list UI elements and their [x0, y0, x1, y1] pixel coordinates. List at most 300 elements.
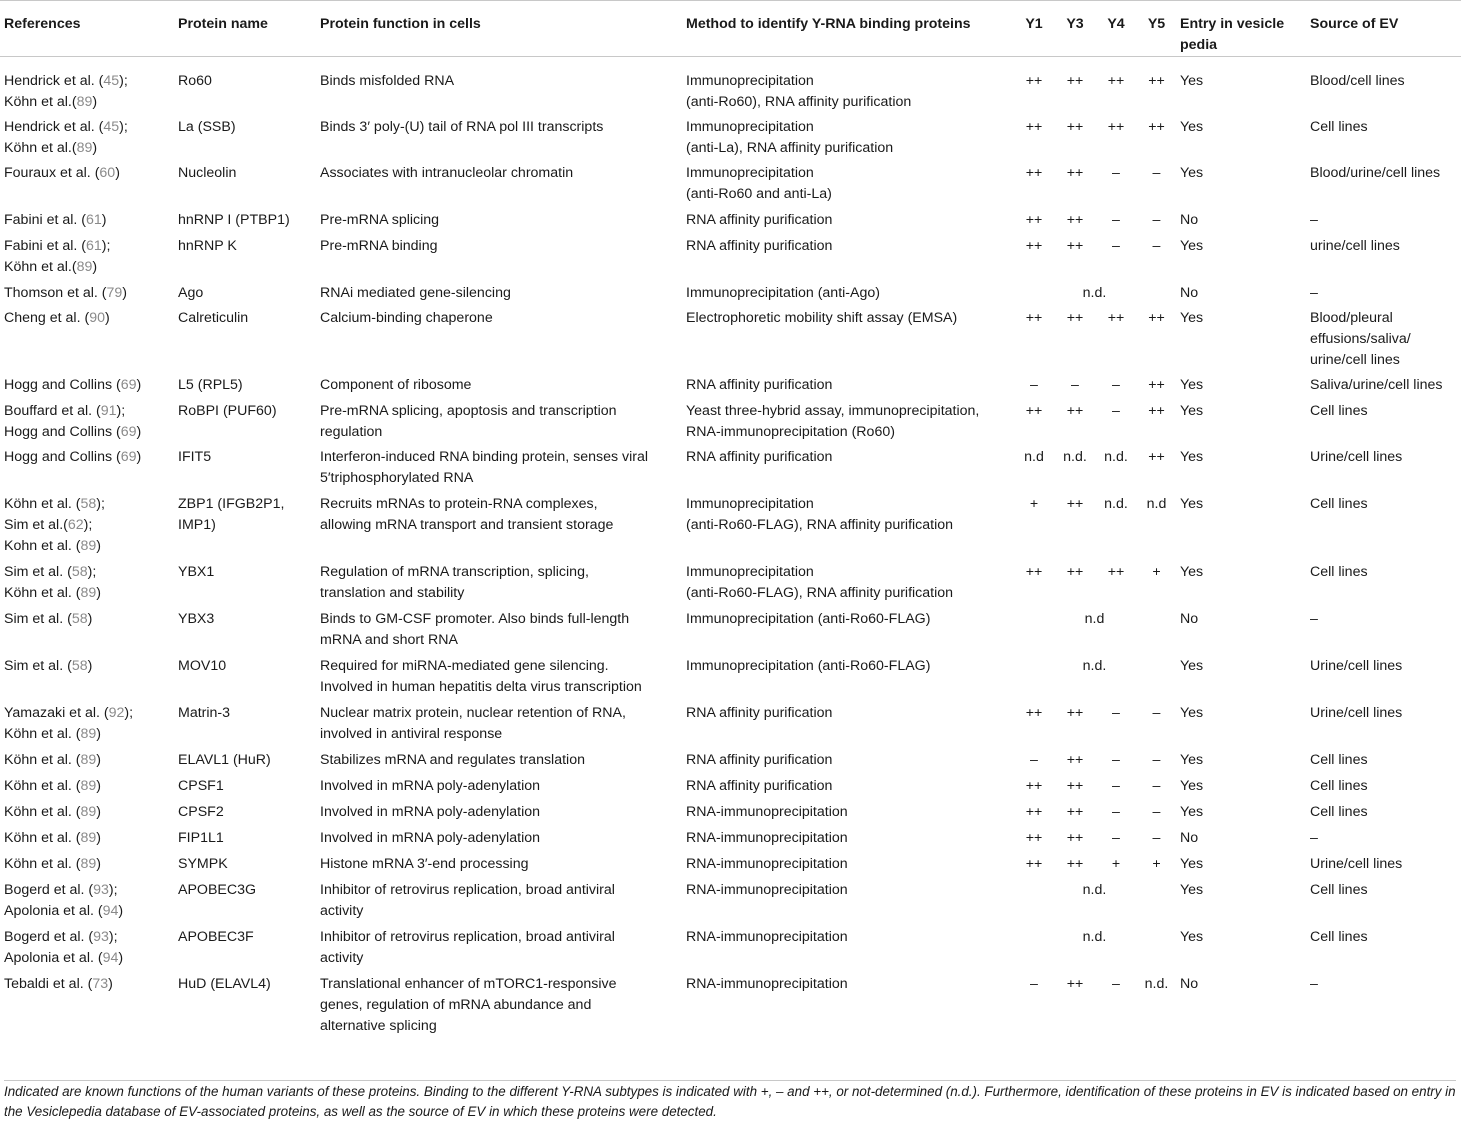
method-line: RNA affinity purification — [686, 778, 833, 794]
reference-author: Bogerd et al. ( — [4, 929, 94, 945]
function-line: Associates with intranucleolar chromatin — [320, 165, 574, 181]
table-row — [0, 304, 1461, 371]
vesiclepedia-entry-cell: Yes — [1180, 705, 1204, 721]
y5-binding-cell: ++ — [1148, 310, 1165, 326]
vesiclepedia-entry-cell: No — [1180, 830, 1199, 846]
y3-binding-cell: ++ — [1066, 310, 1084, 326]
vesiclepedia-entry-cell: Yes — [1180, 778, 1204, 794]
reference-number-link[interactable]: 89 — [80, 752, 97, 768]
protein-name: MOV10 — [178, 658, 227, 674]
table-row — [0, 698, 1461, 745]
protein-name: YBX3 — [178, 611, 215, 627]
reference-number-link[interactable]: 92 — [108, 705, 125, 721]
reference-line — [4, 138, 174, 159]
references-cell — [0, 651, 174, 698]
function-line: Involved in mRNA poly-adenylation — [320, 804, 541, 820]
vesiclepedia-entry-cell: No — [1180, 611, 1199, 627]
reference-suffix: ) — [108, 976, 113, 992]
reference-line — [4, 308, 174, 329]
reference-suffix: ); — [119, 73, 128, 89]
reference-line — [4, 901, 174, 922]
reference-author: Tebaldi et al. ( — [4, 976, 93, 992]
y5-binding-cell: ++ — [1148, 403, 1165, 419]
protein-name-cell — [174, 489, 316, 557]
protein-name: FIP1L1 — [178, 830, 224, 846]
y5-binding-cell: ++ — [1148, 73, 1165, 89]
reference-line — [4, 163, 174, 184]
reference-author: Köhn et al. ( — [4, 585, 81, 601]
reference-line — [4, 583, 174, 604]
reference-author: Köhn et al. ( — [4, 726, 81, 742]
method-cell — [682, 922, 1013, 969]
vesiclepedia-entry-cell: Yes — [1180, 119, 1204, 135]
vesiclepedia-entry-cell: Yes — [1180, 658, 1204, 674]
source-of-ev-cell — [1306, 823, 1461, 849]
protein-function-cell — [316, 371, 682, 396]
function-line: Involved in mRNA poly-adenylation — [320, 830, 541, 846]
reference-suffix: ); — [108, 882, 118, 898]
source-of-ev-cell — [1306, 278, 1461, 304]
table-row — [0, 159, 1461, 205]
table-row — [0, 113, 1461, 159]
y5-binding-cell: – — [1152, 830, 1161, 846]
vesiclepedia-entry-cell: Yes — [1180, 449, 1204, 465]
reference-number-link[interactable]: 94 — [102, 950, 119, 966]
function-line: Stabilizes mRNA and regulates translation — [320, 752, 585, 768]
reference-author: Hogg and Collins ( — [4, 449, 121, 465]
reference-line — [4, 236, 174, 257]
references-cell — [0, 371, 174, 396]
method-line: Immunoprecipitation (anti-Ro60-FLAG) — [686, 611, 931, 627]
function-line: Pre-mRNA binding — [320, 238, 438, 254]
reference-number-link[interactable]: 89 — [80, 856, 97, 872]
reference-author: Köhn et al.( — [4, 140, 77, 156]
method-line: Immunoprecipitation — [686, 73, 814, 89]
reference-suffix: ) — [96, 538, 102, 554]
reference-author: Hendrick et al. ( — [4, 119, 104, 135]
vesiclepedia-entry-cell: Yes — [1180, 403, 1204, 419]
y4-binding-cell: – — [1112, 403, 1120, 419]
reference-number-link[interactable]: 89 — [80, 538, 97, 554]
function-line: RNAi mediated gene-silencing — [320, 285, 511, 301]
reference-author: Yamazaki et al. ( — [4, 705, 109, 721]
protein-name: ZBP1 (IFGB2P1, — [178, 496, 285, 512]
table-row — [0, 57, 1461, 114]
protein-name: Calreticulin — [178, 310, 249, 326]
source-of-ev-cell — [1306, 557, 1461, 604]
table-row — [0, 745, 1461, 771]
method-cell — [682, 371, 1013, 396]
y1-binding-cell: – — [1030, 377, 1038, 393]
source-of-ev-cell — [1306, 231, 1461, 278]
header-protein-function: Protein function in cells — [316, 1, 682, 57]
y4-binding-cell: n.d. — [1104, 496, 1128, 512]
function-line: Inhibitor of retrovirus replication, broad antiviral — [320, 929, 615, 945]
protein-function-cell — [316, 849, 682, 875]
references-cell — [0, 396, 174, 443]
reference-suffix: ) — [136, 449, 142, 465]
protein-function-cell — [316, 651, 682, 698]
y5-binding-cell: – — [1152, 212, 1161, 228]
y3-binding-cell: n.d. — [1063, 449, 1087, 465]
method-line: RNA affinity purification — [686, 377, 833, 393]
y4-binding-cell: – — [1112, 976, 1120, 992]
y1-binding-cell: ++ — [1025, 804, 1043, 820]
reference-author: Sim et al.( — [4, 517, 68, 533]
vesiclepedia-entry-cell: No — [1180, 212, 1199, 228]
method-line: (anti-Ro60), RNA affinity purification — [686, 94, 912, 110]
references-cell — [0, 849, 174, 875]
y4-binding-cell: – — [1112, 212, 1120, 228]
function-line: Pre-mRNA splicing, apoptosis and transcription — [320, 403, 617, 419]
method-line: (anti-Ro60-FLAG), RNA affinity purification — [686, 585, 954, 601]
method-line: RNA affinity purification — [686, 238, 833, 254]
source-line: Cell lines — [1310, 804, 1368, 820]
source-line: effusions/saliva/ — [1310, 331, 1411, 347]
function-line: Involved in human hepatitis delta virus transcription — [320, 679, 642, 695]
protein-name-cell — [174, 113, 316, 159]
reference-suffix: ) — [122, 285, 128, 301]
source-line: urine/cell lines — [1310, 238, 1400, 254]
table-row — [0, 604, 1461, 651]
reference-number-link[interactable]: 90 — [89, 310, 105, 326]
reference-number-link[interactable]: 73 — [92, 976, 109, 992]
reference-number-link[interactable]: 93 — [93, 882, 109, 898]
reference-author: Hendrick et al. ( — [4, 73, 104, 89]
vesiclepedia-entry-cell: No — [1180, 285, 1199, 301]
references-cell — [0, 557, 174, 604]
protein-name: hnRNP K — [178, 238, 237, 254]
method-line: RNA-immunoprecipitation — [686, 882, 848, 898]
reference-number-link[interactable]: 89 — [76, 94, 93, 110]
protein-name: Matrin-3 — [178, 705, 231, 721]
reference-suffix: ) — [118, 903, 124, 919]
y4-binding-cell: – — [1112, 778, 1120, 794]
reference-line — [4, 422, 174, 443]
y5-binding-cell: – — [1152, 804, 1161, 820]
table-row — [0, 651, 1461, 698]
method-line: Immunoprecipitation — [686, 496, 814, 512]
table-footnote: Indicated are known functions of the human variants of these proteins. Binding to the different Y-RNA subtypes is indicated with +, – and ++, or not-determined (n.d.). Furthermore, identification of these proteins in EV is indicated based on entry in the Vesiclepedia database of EV-associated proteins, as well as the source of EV in which these proteins were detected. — [4, 1080, 1456, 1122]
table-row — [0, 489, 1461, 557]
reference-line — [4, 283, 174, 304]
method-line: RNA affinity purification — [686, 752, 833, 768]
reference-number-link[interactable]: 61 — [86, 238, 102, 254]
reference-line — [4, 724, 174, 745]
y5-binding-cell: – — [1152, 752, 1161, 768]
header-protein-name: Protein name — [174, 1, 316, 57]
y4-binding-cell: n.d. — [1104, 449, 1128, 465]
reference-number-link[interactable]: 58 — [71, 611, 88, 627]
references-cell — [0, 875, 174, 922]
method-line: Yeast three-hybrid assay, immunoprecipitation, — [686, 403, 980, 419]
reference-number-link[interactable]: 45 — [103, 73, 120, 89]
protein-name: Nucleolin — [178, 165, 237, 181]
reference-suffix: ) — [104, 310, 110, 326]
references-cell — [0, 159, 174, 205]
method-cell — [682, 113, 1013, 159]
reference-number-link[interactable]: 69 — [120, 449, 137, 465]
method-cell — [682, 849, 1013, 875]
y1-binding-cell: + — [1029, 496, 1039, 512]
reference-number-link[interactable]: 45 — [103, 119, 120, 135]
source-line: Cell lines — [1310, 882, 1368, 898]
y-rna-binding-cell: n.d — [1084, 611, 1105, 627]
y5-binding-cell: n.d — [1146, 496, 1167, 512]
reference-suffix: ) — [96, 804, 102, 820]
references-cell — [0, 969, 174, 1037]
y3-binding-cell: ++ — [1066, 778, 1084, 794]
table-body — [0, 57, 1461, 1038]
y5-binding-cell: ++ — [1148, 449, 1165, 465]
source-line: Cell lines — [1310, 403, 1368, 419]
reference-suffix: ) — [136, 424, 142, 440]
header-y4: Y4 — [1095, 1, 1137, 57]
y5-binding-cell: ++ — [1148, 119, 1165, 135]
method-cell — [682, 57, 1013, 114]
protein-name-cell — [174, 771, 316, 797]
reference-line — [4, 375, 174, 396]
function-line: Regulation of mRNA transcription, splicing, — [320, 564, 589, 580]
table-row — [0, 278, 1461, 304]
y3-binding-cell: ++ — [1066, 496, 1084, 512]
protein-name-cell — [174, 875, 316, 922]
reference-number-link[interactable]: 93 — [93, 929, 109, 945]
protein-name: APOBEC3F — [178, 929, 254, 945]
source-line: Cell lines — [1310, 496, 1368, 512]
reference-number-link[interactable]: 69 — [120, 424, 137, 440]
reference-line — [4, 71, 174, 92]
method-cell — [682, 771, 1013, 797]
reference-author: Sim et al. ( — [4, 611, 72, 627]
y1-binding-cell: ++ — [1025, 705, 1043, 721]
y3-binding-cell: ++ — [1066, 705, 1084, 721]
reference-line — [4, 536, 174, 557]
method-line: RNA affinity purification — [686, 212, 833, 228]
function-line: Calcium-binding chaperone — [320, 310, 493, 326]
protein-name-cell — [174, 745, 316, 771]
protein-function-cell — [316, 557, 682, 604]
reference-author: Köhn et al.( — [4, 259, 77, 275]
reference-author: Köhn et al. ( — [4, 856, 81, 872]
source-line: Cell lines — [1310, 752, 1368, 768]
y5-binding-cell: – — [1152, 778, 1161, 794]
reference-suffix: ); — [96, 496, 105, 512]
header-row — [0, 1, 1461, 57]
method-line: RNA affinity purification — [686, 449, 833, 465]
function-line: Required for miRNA-mediated gene silencing. — [320, 658, 609, 674]
y1-binding-cell: ++ — [1025, 73, 1043, 89]
method-cell — [682, 604, 1013, 651]
function-line: activity — [320, 903, 364, 919]
method-line: RNA-immunoprecipitation (Ro60) — [686, 424, 895, 440]
protein-function-cell — [316, 159, 682, 205]
source-line: – — [1310, 976, 1318, 992]
function-line: mRNA and short RNA — [320, 632, 458, 648]
reference-number-link[interactable]: 89 — [80, 804, 97, 820]
table-row — [0, 557, 1461, 604]
method-line: RNA-immunoprecipitation — [686, 856, 848, 872]
table-row — [0, 797, 1461, 823]
reference-number-link[interactable]: 69 — [120, 377, 137, 393]
protein-name: APOBEC3G — [178, 882, 257, 898]
y5-binding-cell: ++ — [1148, 377, 1165, 393]
protein-function-cell — [316, 604, 682, 651]
source-of-ev-cell — [1306, 371, 1461, 396]
y3-binding-cell: ++ — [1066, 804, 1084, 820]
references-cell — [0, 797, 174, 823]
table-row — [0, 771, 1461, 797]
reference-number-link[interactable]: 91 — [100, 403, 117, 419]
protein-name: La (SSB) — [178, 119, 236, 135]
reference-number-link[interactable]: 58 — [71, 658, 88, 674]
reference-author: Fouraux et al. ( — [4, 165, 100, 181]
method-line: RNA-immunoprecipitation — [686, 976, 848, 992]
y3-binding-cell: ++ — [1066, 212, 1084, 228]
reference-suffix: ); — [108, 929, 118, 945]
protein-function-cell — [316, 771, 682, 797]
reference-suffix: ); — [124, 705, 134, 721]
reference-number-link[interactable]: 60 — [99, 165, 116, 181]
y4-binding-cell: ++ — [1107, 310, 1125, 326]
y1-binding-cell: ++ — [1025, 830, 1043, 846]
table-row — [0, 371, 1461, 396]
protein-function-cell — [316, 922, 682, 969]
vesiclepedia-entry-cell: Yes — [1180, 310, 1204, 326]
method-line: Immunoprecipitation — [686, 119, 814, 135]
vesiclepedia-entry-cell: Yes — [1180, 929, 1204, 945]
y5-binding-cell: + — [1152, 564, 1161, 580]
reference-author: Köhn et al.( — [4, 94, 77, 110]
reference-line — [4, 948, 174, 969]
reference-author: Cheng et al. ( — [4, 310, 90, 326]
source-of-ev-cell — [1306, 304, 1461, 371]
source-line: urine/cell lines — [1310, 352, 1400, 368]
method-line: Electrophoretic mobility shift assay (EMSA) — [686, 310, 958, 326]
source-line: Blood/urine/cell lines — [1310, 165, 1441, 181]
reference-number-link[interactable]: 62 — [67, 517, 84, 533]
protein-name-cell — [174, 604, 316, 651]
y3-binding-cell: ++ — [1066, 165, 1084, 181]
reference-line — [4, 257, 174, 278]
protein-name-cell — [174, 922, 316, 969]
table-row — [0, 823, 1461, 849]
reference-author: Sim et al. ( — [4, 564, 72, 580]
protein-name: HuD (ELAVL4) — [178, 976, 271, 992]
y1-binding-cell: ++ — [1025, 564, 1043, 580]
reference-number-link[interactable]: 89 — [76, 140, 93, 156]
source-of-ev-cell — [1306, 651, 1461, 698]
protein-name-cell — [174, 797, 316, 823]
method-cell — [682, 698, 1013, 745]
y3-binding-cell: ++ — [1066, 830, 1084, 846]
reference-number-link[interactable]: 79 — [106, 285, 123, 301]
y4-binding-cell: – — [1112, 804, 1120, 820]
references-cell — [0, 745, 174, 771]
reference-number-link[interactable]: 89 — [76, 259, 93, 275]
table-row — [0, 396, 1461, 443]
references-cell — [0, 698, 174, 745]
references-cell — [0, 113, 174, 159]
y1-binding-cell: – — [1030, 976, 1038, 992]
y5-binding-cell: – — [1152, 165, 1161, 181]
source-line: – — [1310, 830, 1318, 846]
protein-function-cell — [316, 875, 682, 922]
function-line: involved in antiviral response — [320, 726, 503, 742]
y4-binding-cell: – — [1112, 165, 1120, 181]
source-line: Urine/cell lines — [1310, 705, 1403, 721]
reference-number-link[interactable]: 89 — [80, 726, 97, 742]
protein-name-cell — [174, 651, 316, 698]
reference-number-link[interactable]: 58 — [80, 496, 97, 512]
function-line: Translational enhancer of mTORC1-responsive — [320, 976, 617, 992]
y4-binding-cell: + — [1111, 856, 1121, 872]
y3-binding-cell: ++ — [1066, 564, 1084, 580]
function-line: Pre-mRNA splicing — [320, 212, 440, 228]
reference-line — [4, 974, 174, 995]
y1-binding-cell: ++ — [1025, 403, 1043, 419]
y4-binding-cell: ++ — [1107, 73, 1125, 89]
source-line: Urine/cell lines — [1310, 856, 1403, 872]
source-of-ev-cell — [1306, 969, 1461, 1037]
table-row — [0, 875, 1461, 922]
method-line: (anti-Ro60 and anti-La) — [686, 186, 832, 202]
reference-number-link[interactable]: 94 — [102, 903, 119, 919]
function-line: genes, regulation of mRNA abundance and — [320, 997, 592, 1013]
protein-function-cell — [316, 698, 682, 745]
method-line: Immunoprecipitation (anti-Ro60-FLAG) — [686, 658, 931, 674]
reference-number-link[interactable]: 89 — [80, 778, 97, 794]
protein-name: ELAVL1 (HuR) — [178, 752, 271, 768]
method-cell — [682, 557, 1013, 604]
references-cell — [0, 443, 174, 489]
reference-number-link[interactable]: 61 — [86, 212, 102, 228]
source-line: Blood/cell lines — [1310, 73, 1405, 89]
protein-name: Ago — [178, 285, 204, 301]
reference-number-link[interactable]: 89 — [80, 830, 97, 846]
protein-name-cell — [174, 159, 316, 205]
source-of-ev-cell — [1306, 205, 1461, 231]
reference-line — [4, 828, 174, 849]
reference-line — [4, 880, 174, 901]
protein-function-cell — [316, 797, 682, 823]
source-line: Cell lines — [1310, 119, 1368, 135]
function-line: Interferon-induced RNA binding protein, senses viral — [320, 449, 649, 465]
method-line: (anti-Ro60-FLAG), RNA affinity purification — [686, 517, 954, 533]
protein-function-cell — [316, 823, 682, 849]
reference-line — [4, 854, 174, 875]
references-cell — [0, 278, 174, 304]
source-of-ev-cell — [1306, 604, 1461, 651]
references-cell — [0, 604, 174, 651]
protein-name-cell — [174, 849, 316, 875]
y3-binding-cell: ++ — [1066, 403, 1084, 419]
reference-number-link[interactable]: 58 — [71, 564, 88, 580]
header-references: References — [0, 1, 174, 57]
reference-suffix: ) — [96, 752, 102, 768]
method-cell — [682, 489, 1013, 557]
function-line: translation and stability — [320, 585, 465, 601]
source-of-ev-cell — [1306, 113, 1461, 159]
reference-suffix: ) — [96, 856, 102, 872]
source-of-ev-cell — [1306, 771, 1461, 797]
protein-name: L5 (RPL5) — [178, 377, 243, 393]
protein-name-cell — [174, 57, 316, 114]
vesiclepedia-entry-cell: Yes — [1180, 377, 1204, 393]
reference-number-link[interactable]: 89 — [80, 585, 97, 601]
method-line: RNA-immunoprecipitation — [686, 929, 848, 945]
reference-suffix: ) — [101, 212, 107, 228]
